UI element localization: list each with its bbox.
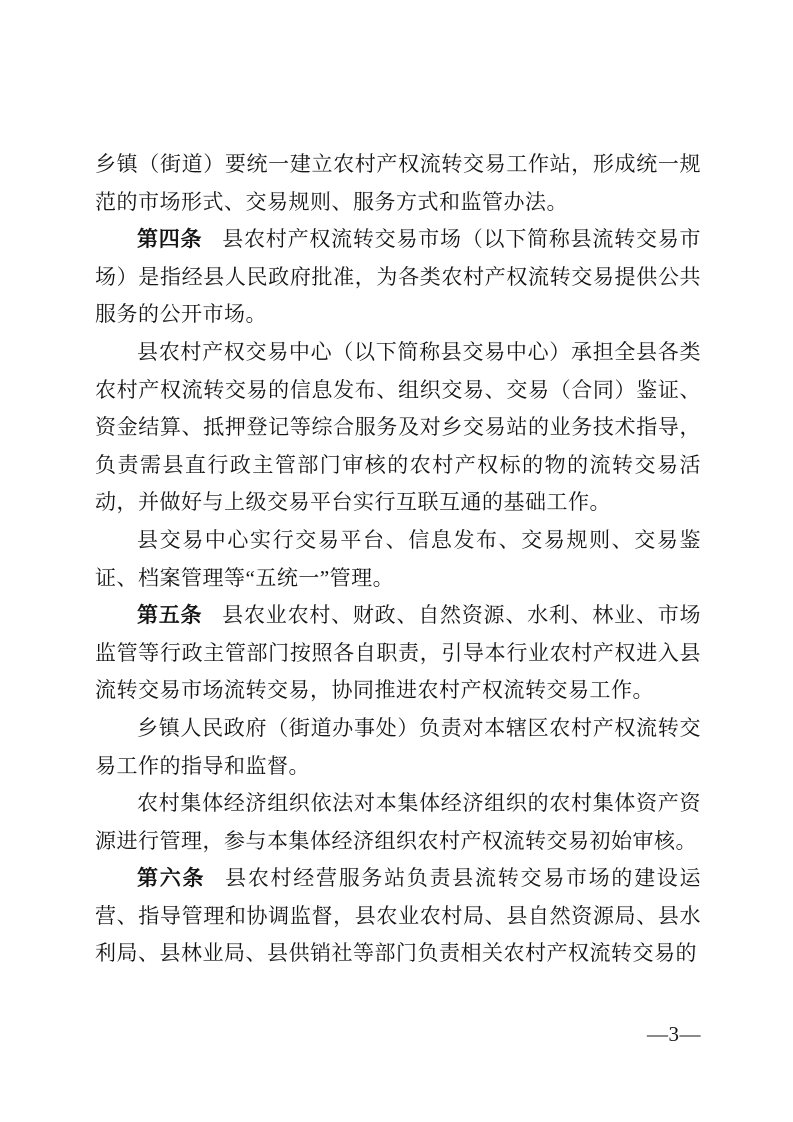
paragraph: 第六条 县农村经营服务站负责县流转交易市场的建设运营、指导管理和协调监督，县农业农村局、县自然资源局、县水利局、县林业局、县供销社等部门负责相关农村产权流转交易的 — [95, 866, 702, 966]
paragraph: 县交易中心实行交易平台、信息发布、交易规则、交易鉴证、档案管理等“五统一”管理。 — [95, 527, 701, 590]
article-number: 第四条 — [137, 228, 203, 252]
article-number: 第五条 — [137, 604, 203, 628]
paragraph: 县农村产权交易中心（以下简称县交易中心）承担全县各类农村产权流转交易的信息发布、组织交易、交易（合同）鉴证、资金结算、抵押登记等综合服务及对乡交易站的业务技术指导，负责需县直行政主管部门审核的农村产权标的物的流转交易活动，并做好与上级交易平台实行互联互通的基础工作。 — [95, 339, 701, 515]
document-body — [95, 146, 701, 973]
paragraph: 乡镇人民政府（街道办事处）负责对本辖区农村产权流转交易工作的指导和监督。 — [95, 715, 701, 778]
article-number: 第六条 — [137, 867, 206, 891]
page-number: —3— — [647, 1022, 701, 1046]
paragraph: 第五条 县农业农村、财政、自然资源、水利、林业、市场监管等行政主管部门按照各自职责，引导本行业农村产权进入县流转交易市场流转交易，协同推进农村产权流转交易工作。 — [95, 603, 702, 703]
paragraph: 农村集体经济组织依法对本集体经济组织的农村集体资产资源进行管理，参与本集体经济组织农村产权流转交易初始审核。 — [95, 791, 701, 853]
paragraph: 第四条 县农村产权流转交易市场（以下简称县流转交易市场）是指经县人民政府批准，为各类农村产权流转交易提供公共服务的公开市场。 — [95, 227, 702, 327]
paragraph: 乡镇（街道）要统一建立农村产权流转交易工作站，形成统一规范的市场形式、交易规则、服务方式和监管办法。 — [95, 152, 701, 214]
